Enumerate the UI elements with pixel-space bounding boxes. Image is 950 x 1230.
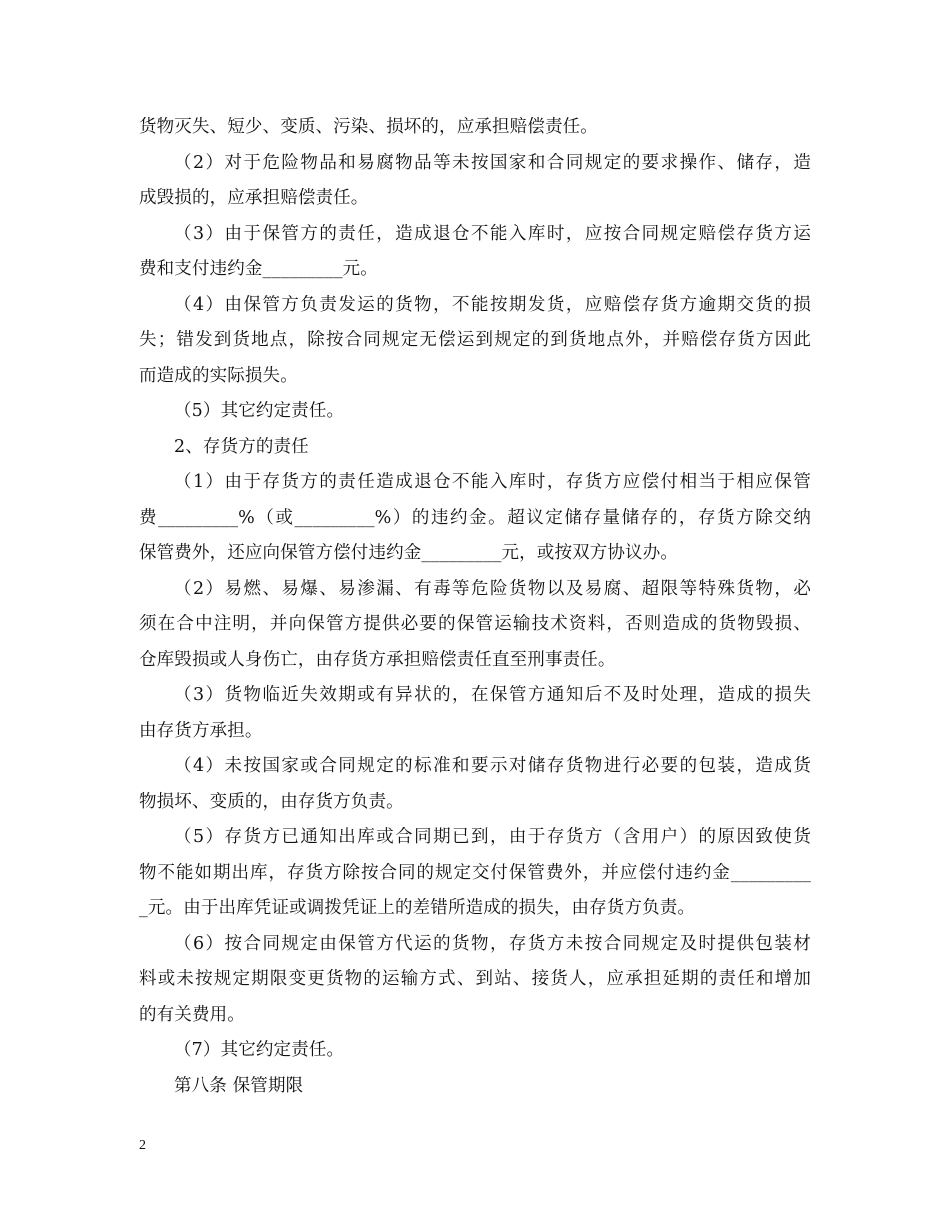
text-line: （5）其它约定责任。 bbox=[174, 401, 345, 421]
page-number: 2 bbox=[139, 1138, 146, 1153]
text-line: 失；错发到货地点，除按合同规定无偿运到规定的到货地点外，并赔偿存货方因此 bbox=[139, 330, 811, 350]
text-line: （3）由于保管方的责任，造成退仓不能入库时，应按合同规定赔偿存货方运 bbox=[174, 223, 811, 244]
text-line: （2）对于危险物品和易腐物品等未按国家和合同规定的要求操作、储存，造 bbox=[174, 152, 811, 173]
text-line: 须在合中注明，并向保管方提供必要的保管运输技术资料，否则造成的货物毁损、 bbox=[139, 614, 811, 634]
text-line: （3）货物临近失效期或有异状的，在保管方通知后不及时处理，造成的损失 bbox=[174, 685, 811, 705]
document-body bbox=[139, 110, 811, 1104]
text-line: 成毁损的，应承担赔偿责任。 bbox=[139, 188, 369, 208]
text-line: （7）其它约定责任。 bbox=[174, 1040, 345, 1060]
text-line: （4）由保管方负责发运的货物，不能按期发货，应赔偿存货方逾期交货的损 bbox=[174, 294, 811, 315]
text-line: 的有关费用。 bbox=[139, 1004, 245, 1025]
text-line: （1）由于存货方的责任造成退仓不能入库时，存货方应偿付相当于相应保管 bbox=[174, 472, 811, 492]
text-line: _元。由于出库凭证或调拨凭证上的差错所造成的损失，由存货方负责。 bbox=[139, 898, 696, 918]
text-line: 物损坏、变质的，由存货方负责。 bbox=[139, 791, 404, 812]
text-line: 货物灭失、短少、变质、污染、损坏的，应承担赔偿责任。 bbox=[139, 117, 598, 137]
text-line: 由存货方承担。 bbox=[139, 720, 263, 741]
text-line: （4）未按国家或合同规定的标准和要示对储存货物进行必要的包装，造成货 bbox=[174, 756, 811, 776]
text-line: 费和支付违约金_________元。 bbox=[139, 259, 378, 279]
text-line: 仓库毁损或人身伤亡，由存货方承担赔偿责任直至刑事责任。 bbox=[139, 649, 616, 670]
text-line: （5）存货方已通知出库或合同期已到，由于存货方（含用户）的原因致使货 bbox=[174, 827, 811, 847]
text-line: 而造成的实际损失。 bbox=[139, 365, 298, 386]
text-line: （2）易燃、易爆、易渗漏、有毒等危险货物以及易腐、超限等特殊货物，必 bbox=[174, 578, 811, 599]
article-heading: 第八条 保管期限 bbox=[174, 1075, 304, 1096]
text-line: 保管费外，还应向保管方偿付违约金_________元，或按双方协议办。 bbox=[139, 543, 678, 563]
text-line: 物不能如期出库，存货方除按合同的规定交付保管费外，并应偿付违约金_________ bbox=[139, 862, 811, 883]
text-line: （6）按合同规定由保管方代运的货物，存货方未按合同规定及时提供包装材 bbox=[174, 933, 811, 954]
text-line: 费_________%（或_________%）的违约金。超议定储存量储存的，存货方除交纳 bbox=[139, 507, 811, 528]
section-heading: 2、存货方的责任 bbox=[174, 436, 309, 457]
text-line: 料或未按规定期限变更货物的运输方式、到站、接货人，应承担延期的责任和增加 bbox=[139, 969, 811, 989]
